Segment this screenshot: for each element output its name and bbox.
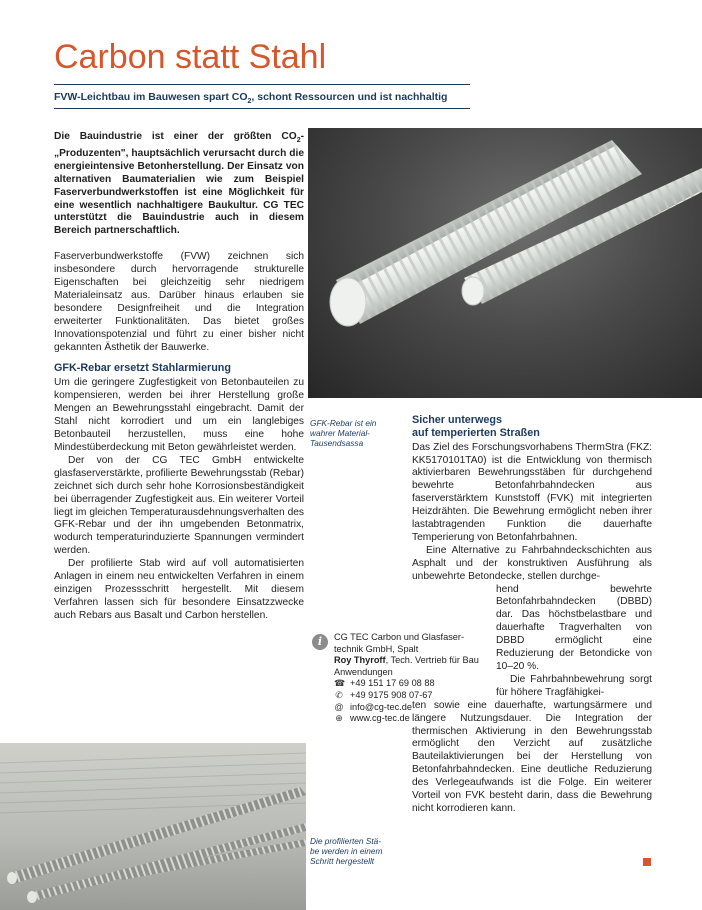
phone-row [334,678,479,690]
email-icon: @ [334,701,344,712]
section-heading-rebar: GFK-Rebar ersetzt Stahlarmierung [54,361,231,374]
paragraph: hend bewehrte Betonfahrbahndecken (DBBD) dar. Das höchstbelastbare und dauerhafte Tragverhalten von DBBD ermöglicht eine Reduzierung der Betondicke von 10–20 %. [496,583,652,672]
mobile-row [334,690,479,702]
article-subtitle: FVW-Leichtbau im Bauwesen spart $CO_2$, schont Ressourcen und ist nachhaltig [54,91,448,106]
company-name: CG TEC Carbon und Glasfaser- technik GmbH, Spalt [334,632,465,654]
phone-number[interactable]: +49 151 17 69 08 88 [350,678,435,689]
info-icon: i [312,634,328,650]
email-row [334,702,479,714]
email-link[interactable]: info@cg-tec.de [350,701,412,712]
right-column [412,414,652,816]
web-row [334,713,479,725]
mobile-icon: ✆ [335,689,343,700]
title-rule [54,84,470,85]
photo-caption: Die profilierten Stä- be werden in einem Schritt hergestellt [310,836,383,866]
rebar-photo [308,128,702,398]
photo-caption: GFK-Rebar ist ein wahrer Material- Tausendsassa [310,418,377,448]
left-column [54,131,304,623]
paragraph: Der profilierte Stab wird auf voll automatisierten Anlagen in einem neu entwickelten Verfahren in einem einzigen Prozessschritt hergestellt. Mit diesem Verfahren lassen sich für besondere Einsatzzwecke auch Rebars aus Basalt und Carbon herstellen. [54,558,304,621]
paragraph: Das Ziel des Forschungsvorhabens ThermStra (FKZ: KK5170101TA0) ist die Entwicklung von thermisch aktivierbaren Bewehrungsstäben für durchgehend bewehrte Betonfahrbahndecken aus faserverstärktem Kunststoff (FVK) mit integrierten Heizdrähten. Die Bewehrung ermöglicht neben ihrer lastabtragenden Funktion die dauerhafte Temperierung von Betonfahrbahnen. [412,441,652,543]
web-link[interactable]: www.cg-tec.de [350,713,410,724]
globe-icon: ⊕ [335,713,343,724]
section-heading-roads: Sicher unterwegs auf temperierten Straßen [412,414,540,439]
rods-production-photo [0,743,306,910]
rebar-rods-illustration [308,128,702,398]
paragraph: Eine Alternative zu Fahrbahndeckschichten aus Asphalt und der konstruktiven Ausführung als unbewehrte Betondecke, stellen durchge- [412,544,652,582]
mobile-number[interactable]: +49 9175 908 07-67 [350,689,433,700]
paragraph: ten sowie eine dauerhafte, wartungsärmere und längere Nutzungsdauer. Die Integration der thermischen Aktivierung in den Bewehrungsstab ermöglicht den Verzicht auf zusätzliche Bauteilaktivierungen bei der Herstellung von Betonfahrbahndecken. Eine deutliche Reduzierung des Verlegeaufwands ist die Folge. Ein weiterer Vorteil von FVK besteht darin, dass die Bewehrung nicht korrodieren kann. [412,699,652,814]
article-title: Carbon statt Stahl [54,38,327,76]
subtitle-rule [54,108,470,109]
end-marker [643,858,651,866]
paragraph: Der von der CG TEC GmbH entwickelte glasfaserverstärkte, profilierte Bewehrungsstab (Rebar) zeichnet sich durch sehr hohe Korrosionsbeständigkeit bei überragender Zugfestigkeit aus. Ein weiterer Vorteil liegt im gleichen Temperaturausdehnungsverhalten des GFK-Rebar und der ihn umgebenden Betonmatrix, wodurch temperaturinduzierte Spannungen vermindert werden. [54,454,304,557]
paragraph: Um die geringere Zugfestigkeit von Betonbauteilen zu kompensieren, werden bei ihrer Herstellung große Mengen an Bewehrungsstahl eingebracht. Damit der Stahl nicht korrodiert und um ein langlebiges Betonbauteil herzustellen, muss eine hohe Mindestüberdeckung mit Beton gewährleistet werden. [54,377,304,453]
contact-person: Roy Thyroff, Tech. Vertrieb für Bau Anwendungen [334,655,479,677]
rods-illustration [0,743,306,910]
paragraph: Die Fahrbahnbewehrung sorgt für höhere Tragfähigkei- [496,673,652,698]
intro-lead: Die Bauindustrie ist einer der größten $CO_2-„Produzenten$", hauptsächlich verursacht durch die energieintensive Betonherstellung. Der Einsatz von alternativen Baumaterialien wie zum Beispiel Faserverbundwerkstoffen ist eine Möglichkeit für eine wesentlich nachhaltigere Baukultur. CG TEC unterstützt die Bauindustrie auch in diesem Bereich partnerschaftlich. [54,131,304,237]
phone-icon: ☎ [334,678,346,689]
intro-body: Faserverbundwerkstoffe (FVW) zeichnen sich insbesondere durch hervorragende strukturelle Eigenschaften bei gleichzeitig sehr niedrigem Materialeinsatz aus. Darüber hinaus erlauben sie besondere Designfreiheit und die Integration erweiterter Funktionalitäten. Das bietet großes Innovationspotenzial und führt zu einer bisher nicht gekannten Ästhetik der Bauwerke. [54,251,304,353]
